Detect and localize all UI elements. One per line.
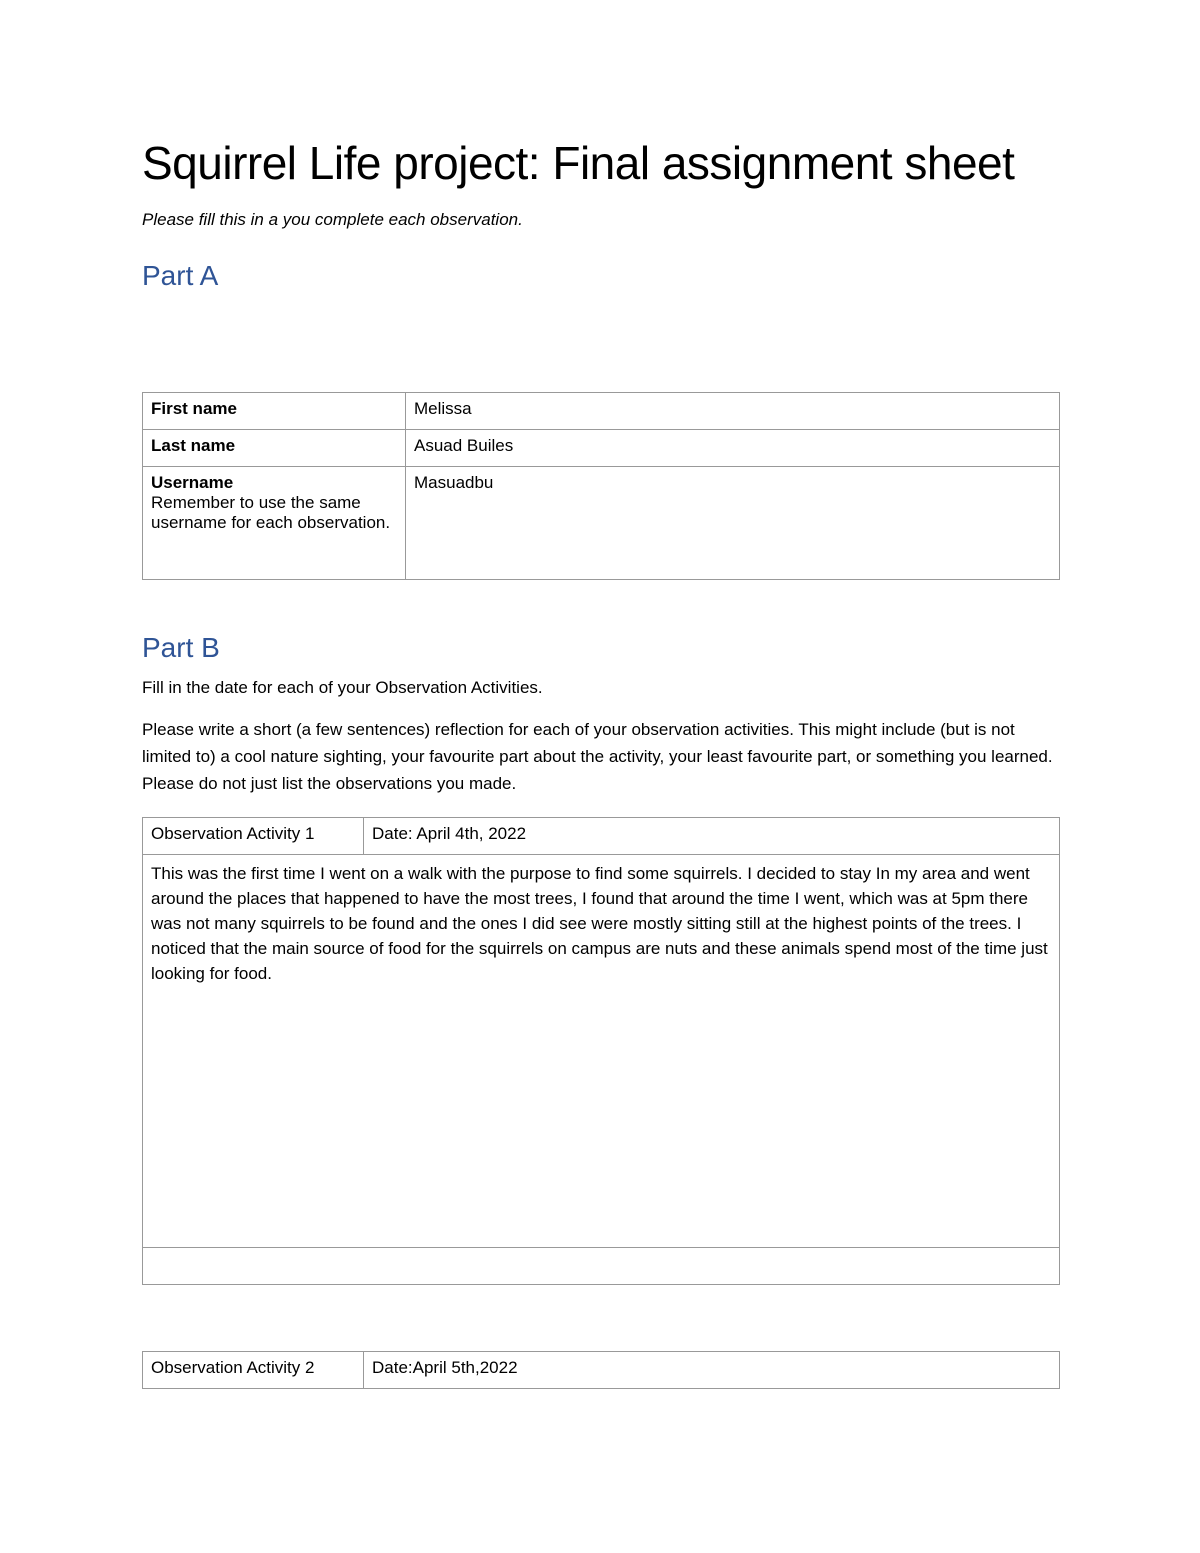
- observation-1-reflection-field[interactable]: This was the first time I went on a walk with the purpose to find some squirrels. I decided to stay In my area and went around the places that happened to have the most trees, I found that around the time I went, which was at 5pm there was not many squirrels to be found and the ones I did see were mostly sitting still at the highest points of the trees. I noticed that the main source of food for the squirrels on campus are nuts and these animals spend most of the time just looking for food.: [143, 855, 1060, 1248]
- document-title: Squirrel Life project: Final assignment sheet: [142, 137, 1015, 189]
- table-row: [143, 430, 1060, 467]
- student-info-table: [142, 392, 1060, 580]
- observation-2-date-field[interactable]: Date:April 5th,2022: [364, 1352, 1060, 1389]
- last-name-label: Last name: [143, 430, 406, 467]
- username-note: Remember to use the same username for each observation.: [151, 493, 391, 532]
- observation-2-label: Observation Activity 2: [143, 1352, 364, 1389]
- observation-activity-1-table: [142, 817, 1060, 1285]
- part-b-instruction-dates: Fill in the date for each of your Observation Activities.: [142, 678, 543, 697]
- observation-1-extra-field[interactable]: [143, 1248, 1060, 1285]
- part-b-instruction-reflection: Please write a short (a few sentences) reflection for each of your observation activities. This might include (but is not limited to) a cool nature sighting, your favourite part about the activity, your least favourite part, or something you learned. Please do not just list the observations you made.: [142, 720, 1053, 793]
- table-row: [143, 467, 1060, 580]
- document-page: [142, 130, 1060, 1377]
- username-field[interactable]: Masuadbu: [406, 467, 1060, 580]
- part-b-heading: Part B: [142, 632, 220, 663]
- table-row: [143, 1352, 1060, 1389]
- first-name-field[interactable]: Melissa: [406, 393, 1060, 430]
- observation-1-label: Observation Activity 1: [143, 818, 364, 855]
- table-row: [143, 393, 1060, 430]
- table-row: [143, 855, 1060, 1248]
- last-name-field[interactable]: Asuad Builes: [406, 430, 1060, 467]
- observation-1-date-field[interactable]: Date: April 4th, 2022: [364, 818, 1060, 855]
- observation-activity-2-table: [142, 1351, 1060, 1389]
- document-subtitle: Please fill this in a you complete each observation.: [142, 210, 523, 229]
- table-row: [143, 818, 1060, 855]
- username-label-cell: [143, 467, 406, 580]
- part-a-heading: Part A: [142, 260, 219, 291]
- first-name-label: First name: [143, 393, 406, 430]
- table-row: [143, 1248, 1060, 1285]
- username-label: Username: [151, 473, 234, 492]
